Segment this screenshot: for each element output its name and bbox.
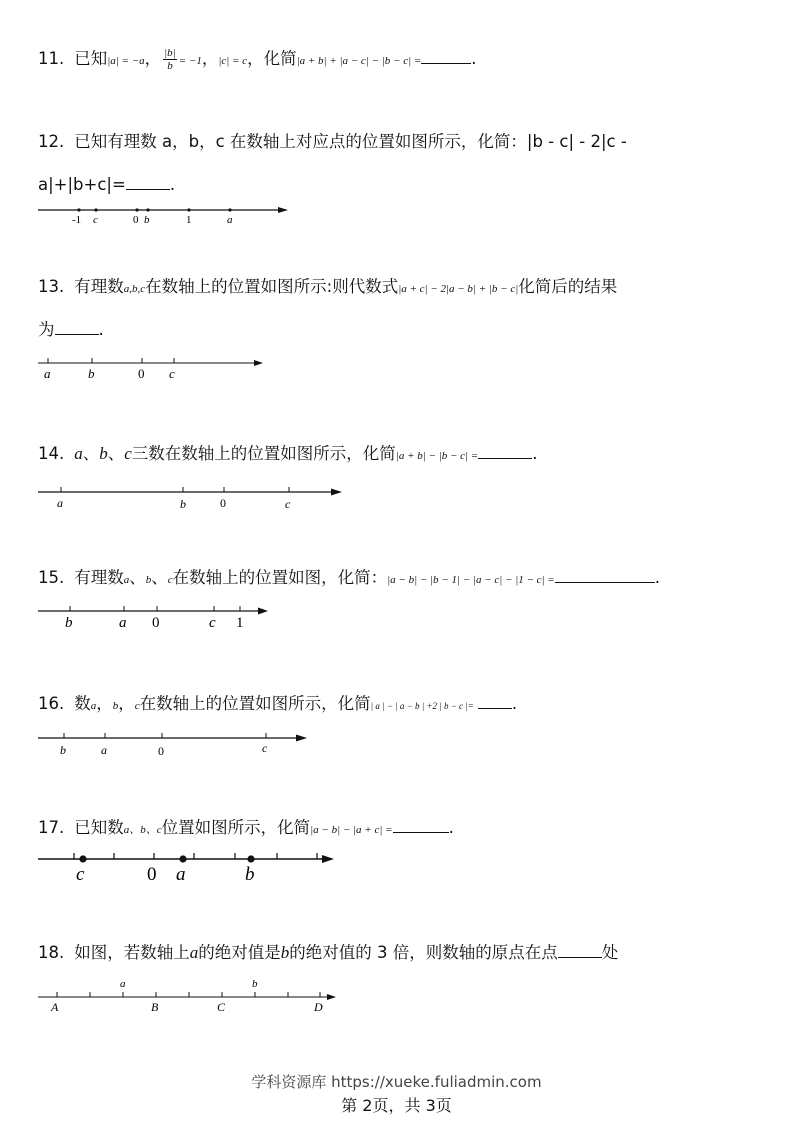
number-line-17 [0, 850, 360, 886]
question-text: 有理数 [74, 568, 124, 587]
period: . [448, 818, 454, 837]
question-12-line2 [38, 173, 175, 197]
axis-label: c [93, 214, 98, 226]
axis-label: b [65, 615, 73, 631]
number-line-12 [0, 200, 300, 230]
axis-label: 0 [220, 496, 226, 510]
separator: ， [118, 694, 135, 713]
math-expression: |a + c| − 2|a − b| + |b − c| [398, 283, 519, 295]
number-line-16 [0, 730, 320, 760]
axis-label: c [285, 497, 291, 511]
question-text: 已知 [74, 49, 108, 68]
question-number: 14. [38, 444, 65, 463]
period: . [532, 444, 538, 463]
question-15 [38, 566, 660, 592]
fraction-denominator: b [167, 60, 173, 72]
axis-label: B [151, 1000, 159, 1014]
math-expression: |a + b| + |a − c| − |b − c| = [296, 55, 422, 67]
question-14 [38, 442, 537, 468]
question-text: 的绝对值是 [198, 943, 281, 962]
math-variable: a [74, 444, 83, 463]
math-variable: b [280, 943, 290, 962]
separator: 、 [82, 444, 100, 463]
math-variable: c [124, 444, 132, 463]
answer-blank[interactable] [393, 818, 449, 833]
question-number: 16. [38, 694, 65, 713]
answer-blank[interactable] [555, 568, 655, 583]
period: . [654, 568, 660, 587]
axis-label: a [101, 743, 107, 757]
question-18 [38, 941, 618, 965]
answer-blank[interactable] [421, 49, 471, 64]
math-variable: a [123, 574, 130, 586]
question-text: 如图，若数轴上 [74, 943, 190, 962]
axis-top-label: a [120, 978, 126, 990]
question-number: 13. [38, 277, 65, 296]
math-expression: | a | − | a − b | +2 | b − c |= [370, 701, 474, 711]
answer-blank[interactable] [478, 694, 512, 709]
footer-source: 学科资源库 https://xueke.fuliadmin.com [251, 1073, 542, 1091]
question-text: ，化简 [247, 49, 297, 68]
question-number: 15. [38, 568, 65, 587]
axis-label: 1 [186, 214, 192, 226]
math-variable: b [145, 574, 152, 586]
axis-label: a [227, 214, 233, 226]
question-text: a|+|b+c|= [38, 175, 126, 194]
axis-label: D [314, 1000, 323, 1014]
question-text: 三数在数轴上的位置如图所示，化简 [131, 444, 396, 463]
math-expression: a、b、c [123, 824, 162, 836]
math-variable: a [90, 700, 97, 712]
separator: ， [96, 694, 113, 713]
axis-label: C [217, 1000, 226, 1014]
question-11 [38, 47, 477, 73]
question-text: 为 [38, 320, 55, 339]
question-text: 化简后的结果 [518, 277, 618, 296]
separator: 、 [107, 444, 125, 463]
axis-label: -1 [72, 214, 82, 226]
axis-label: a [57, 496, 63, 510]
question-16 [38, 692, 517, 718]
answer-blank[interactable] [478, 444, 532, 459]
separator: ， [201, 49, 219, 68]
period: . [169, 175, 176, 194]
question-number: 18. [38, 943, 65, 962]
period: . [511, 694, 518, 713]
question-text: 在数轴上的位置如图，化简： [172, 568, 388, 587]
axis-label: a [44, 366, 51, 381]
answer-blank[interactable] [126, 175, 170, 190]
math-expression: = −1 [178, 55, 202, 67]
answer-blank[interactable] [558, 943, 602, 958]
math-variable: c [167, 574, 173, 586]
question-number: 17. [38, 818, 65, 837]
question-text: 的绝对值的 3 倍，则数轴的原点在点 [289, 943, 558, 962]
axis-label: 0 [158, 744, 164, 758]
question-text: 已知有理数 a，b，c 在数轴上对应点的位置如图所示，化简：|b - c| - 2|c - [74, 132, 627, 151]
axis-label: A [51, 1000, 59, 1014]
axis-label: 0 [152, 615, 160, 631]
math-expression: |a − b| − |b − 1| − |a − c| − |1 − c| = [387, 574, 555, 586]
axis-label: 0 [147, 864, 157, 885]
axis-label: c [76, 864, 85, 885]
axis-label: b [60, 743, 66, 757]
number-line-18 [0, 975, 360, 1017]
question-17 [38, 816, 454, 842]
math-variable: b [112, 700, 119, 712]
axis-label: b [88, 366, 95, 381]
fraction-numerator: |b| [164, 47, 176, 59]
math-variable: c [134, 700, 140, 712]
axis-label: b [180, 497, 186, 511]
number-line-14 [0, 482, 360, 512]
math-expression: |a| = −a [107, 55, 145, 67]
axis-label: a [119, 615, 127, 631]
math-expression: |a + b| − |b − c| = [395, 450, 479, 462]
number-line-15 [0, 603, 300, 633]
math-expression: |a − b| − |a + c| = [310, 824, 393, 836]
question-text: 有理数 [74, 277, 124, 296]
question-text: 位置如图所示，化简 [161, 818, 311, 837]
axis-label: a [176, 864, 186, 885]
axis-label: 0 [138, 366, 145, 381]
axis-top-label: b [252, 978, 258, 990]
fraction [163, 47, 177, 72]
axis-label: c [262, 741, 268, 755]
math-variable: a [189, 943, 199, 962]
axis-label: 1 [236, 615, 244, 631]
separator: ， [144, 49, 162, 68]
math-expression: |c| = c [218, 55, 248, 67]
question-text: 数 [74, 694, 91, 713]
question-number: 12. [38, 132, 65, 151]
answer-blank[interactable] [55, 320, 99, 335]
question-12 [38, 130, 627, 154]
question-text: 在数轴上的位置如图所示，化简 [139, 694, 371, 713]
axis-label: 0 [133, 214, 139, 226]
period: . [471, 49, 477, 68]
number-line-13 [0, 355, 300, 385]
axis-label: c [169, 366, 175, 381]
period: . [98, 320, 104, 339]
question-text: 已知数 [74, 818, 124, 837]
separator: 、 [129, 568, 146, 587]
math-variable: b [99, 444, 108, 463]
question-number: 11. [38, 49, 65, 68]
question-13 [38, 275, 617, 301]
page-number: 第 2页，共 3页 [341, 1096, 452, 1115]
question-text: 处 [601, 943, 619, 962]
axis-label: c [209, 615, 216, 631]
axis-label: b [245, 864, 255, 885]
question-text: 在数轴上的位置如图所示:则代数式 [145, 277, 399, 296]
axis-label: b [144, 214, 150, 226]
separator: 、 [151, 568, 168, 587]
question-13-line2 [38, 318, 104, 342]
math-expression: a,b,c [123, 283, 146, 295]
